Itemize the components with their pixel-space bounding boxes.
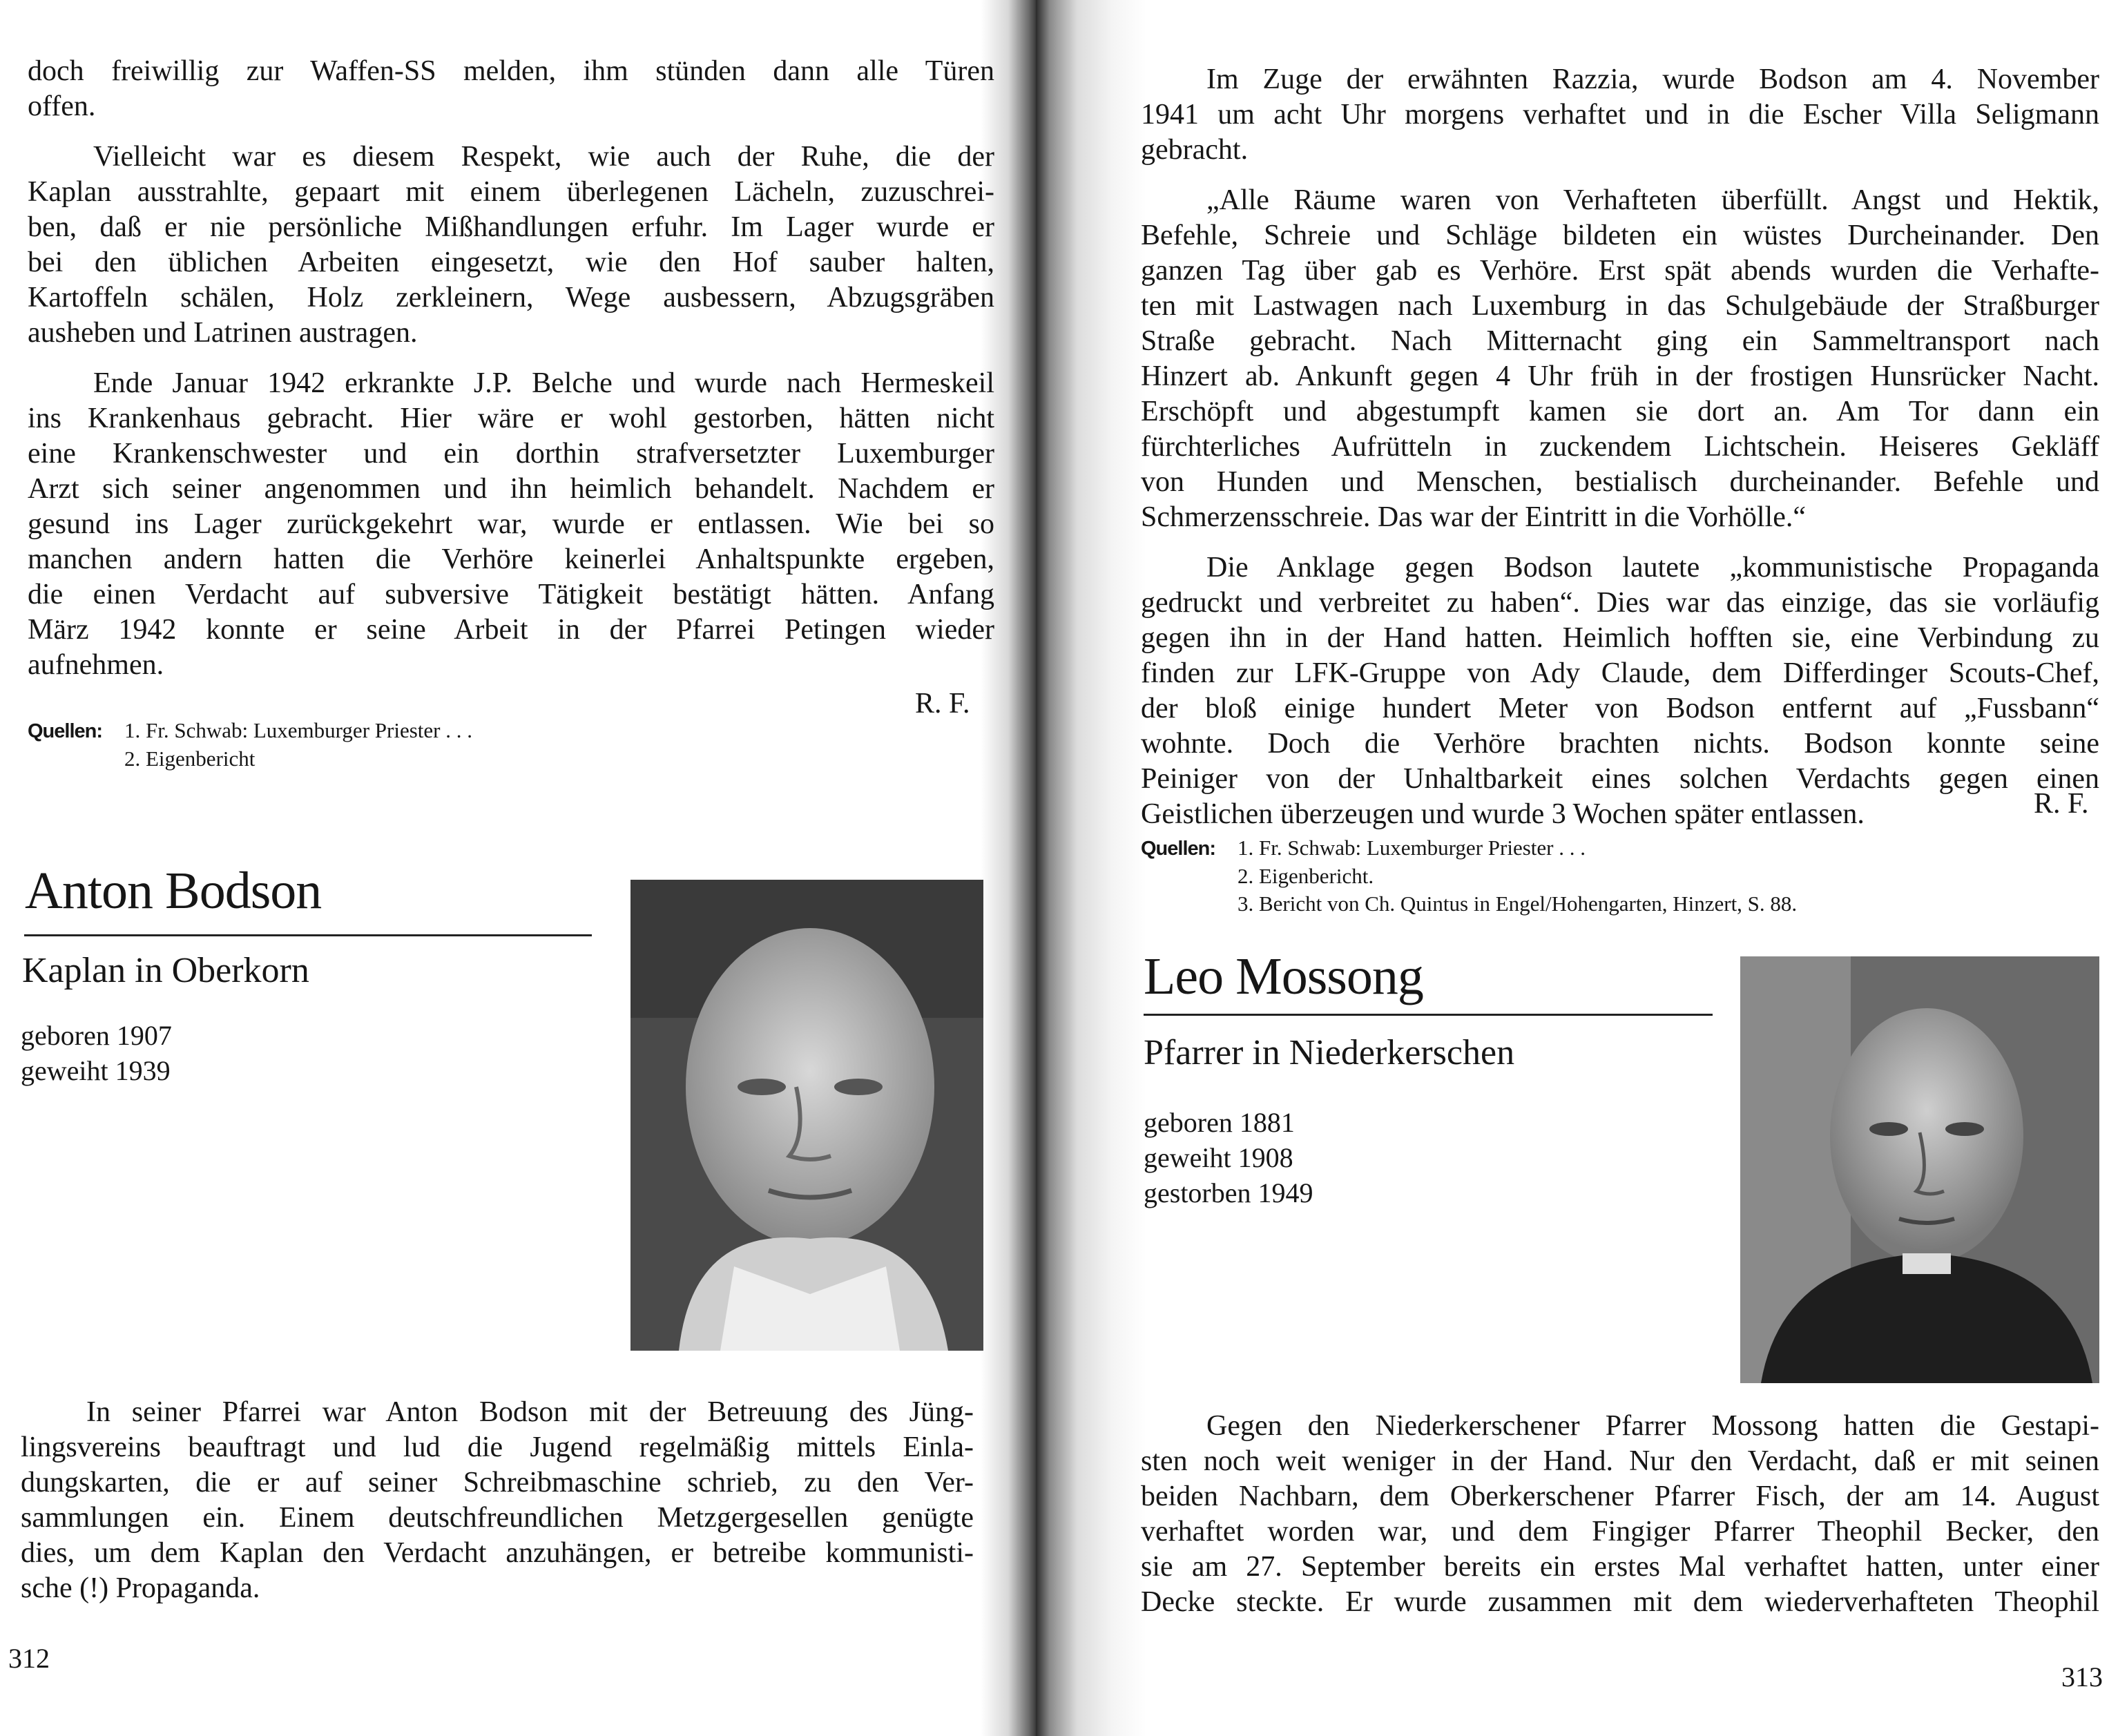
sources-label: Quellen: xyxy=(1141,838,1216,860)
heading-divider xyxy=(24,934,592,936)
text-line: Gegen den Niederkerschener Pfarrer Mossong hatten die Gestapi- xyxy=(1206,1410,2099,1442)
text-line: Arzt sich seiner angenommen und ihn heimlich behandelt. Nachdem er xyxy=(28,473,994,505)
source-item: 3. Bericht von Ch. Quintus in Engel/Hohengarten, Hinzert, S. 88. xyxy=(1238,891,1798,916)
text-line: Straße gebracht. Nach Mitternacht ging ein Sammeltransport nach xyxy=(1141,325,2099,357)
text-line: gedruckt und verbreitet zu haben“. Dies war das einzige, das sie vorläufig xyxy=(1141,587,2099,619)
bio-role: Kaplan in Oberkorn xyxy=(22,951,309,990)
text-line: In seiner Pfarrei war Anton Bodson mit der Betreuung des Jüng- xyxy=(86,1396,974,1428)
text-line: die einen Verdacht auf subversive Tätigkeit bestätigt hätten. Anfang xyxy=(28,579,994,610)
text-line: Kaplan ausstrahlte, gepaart mit einem überlegenen Lächeln, zuzuschrei- xyxy=(28,176,994,208)
source-item: 2. Eigenbericht. xyxy=(1238,864,1374,888)
left-page xyxy=(0,0,1036,1736)
text-line: sten noch weit weniger in der Hand. Nur den Verdacht, daß er mit seinen xyxy=(1141,1445,2099,1477)
source-item: 2. Eigenbericht xyxy=(124,746,256,771)
bio-dates xyxy=(1144,1105,1313,1211)
text-line: sie am 27. September bereits ein erstes Mal verhaftet hatten, unter einer xyxy=(1141,1551,2099,1583)
text-line: finden zur LFK-Gruppe von Ady Claude, dem Differdinger Scouts-Chef, xyxy=(1141,657,2099,689)
signature: R. F. xyxy=(2034,788,2089,820)
text-line: gegen ihn in der Hand hatten. Heimlich hofften sie, eine Verbindung zu xyxy=(1141,622,2099,654)
portrait-photo-leo-mossong xyxy=(1740,956,2099,1383)
text-line: Im Zuge der erwähnten Razzia, wurde Bodson am 4. November xyxy=(1206,64,2099,95)
text-line: ausheben und Latrinen austragen. xyxy=(28,317,418,349)
bio-role: Pfarrer in Niederkerschen xyxy=(1144,1033,1515,1072)
text-line: Kartoffeln schälen, Holz zerkleinern, Wege ausbessern, Abzugsgräben xyxy=(28,282,994,314)
text-line: März 1942 konnte er seine Arbeit in der Pfarrei Petingen wieder xyxy=(28,614,994,646)
text-line: beiden Nachbarn, dem Oberkerschener Pfarrer Fisch, der am 14. August xyxy=(1141,1481,2099,1512)
text-line: „Alle Räume waren von Verhafteten überfüllt. Angst und Hektik, xyxy=(1206,184,2099,216)
paragraph xyxy=(28,366,994,683)
text-line: verhaftet worden war, und dem Fingiger Pfarrer Theophil Becker, den xyxy=(1141,1516,2099,1547)
text-line: aufnehmen. xyxy=(28,649,164,681)
left-bottom-text xyxy=(21,1395,974,1621)
text-line: gebracht. xyxy=(1141,134,1249,166)
bio-dates xyxy=(21,1018,172,1088)
right-page xyxy=(1036,0,2109,1736)
birth-year: geboren 1881 xyxy=(1144,1107,1295,1138)
text-line: ganzen Tag über gab es Verhöre. Erst spät abends wurden die Verhafte- xyxy=(1141,255,2099,287)
birth-year: geboren 1907 xyxy=(21,1020,172,1051)
death-year: gestorben 1949 xyxy=(1144,1177,1313,1208)
paragraph xyxy=(1141,1409,2099,1620)
text-line: Erschöpft und abgestumpft kamen sie dort an. Am Tor dann ein xyxy=(1141,396,2099,427)
text-line: doch freiwillig zur Waffen-SS melden, ihm stünden dann alle Türen xyxy=(28,55,994,87)
text-line: gesund ins Lager zurückgekehrt war, wurde er entlassen. Wie bei so xyxy=(28,508,994,540)
portrait-photo-anton-bodson xyxy=(630,880,983,1351)
text-line: 1941 um acht Uhr morgens verhaftet und in die Escher Villa Seligmann xyxy=(1141,99,2099,131)
paragraph xyxy=(1141,550,2099,832)
text-line: Peiniger von der Unhaltbarkeit eines solchen Verdachts gegen einen xyxy=(1141,763,2099,795)
text-line: Decke steckte. Er wurde zusammen mit dem wiederverhafteten Theophil xyxy=(1141,1586,2099,1618)
right-top-text xyxy=(1141,62,2099,847)
ordination-year: geweiht 1908 xyxy=(1144,1142,1293,1173)
paragraph xyxy=(1141,183,2099,535)
text-line: sche (!) Propaganda. xyxy=(21,1572,260,1604)
text-line: Vielleicht war es diesem Respekt, wie auch der Ruhe, die der xyxy=(93,141,994,173)
text-line: dies, um dem Kaplan den Verdacht anzuhängen, er betreibe kommunisti- xyxy=(21,1537,974,1569)
text-line: bei den üblichen Arbeiten eingesetzt, wie den Hof sauber halten, xyxy=(28,247,994,278)
paragraph xyxy=(28,54,994,124)
signature: R. F. xyxy=(915,688,970,720)
sources xyxy=(28,717,472,773)
paragraph xyxy=(1141,62,2099,168)
text-line: eine Krankenschwester und ein dorthin strafversetzter Luxemburger xyxy=(28,438,994,470)
text-line: manchen andern hatten die Verhöre keinerlei Anhaltspunkte ergeben, xyxy=(28,543,994,575)
source-item: 1. Fr. Schwab: Luxemburger Priester . . . xyxy=(1238,836,1586,860)
text-line: wohnte. Doch die Verhöre brachten nichts. Bodson konnte seine xyxy=(1141,728,2099,760)
page-number: 313 xyxy=(2061,1661,2103,1692)
text-line: ben, daß er nie persönliche Mißhandlungen erfuhr. Im Lager wurde er xyxy=(28,211,994,243)
text-line: der bloß einige hundert Meter von Bodson entfernt auf „Fussbann“ xyxy=(1141,693,2099,724)
text-line: Ende Januar 1942 erkrankte J.P. Belche und wurde nach Hermeskeil xyxy=(93,367,994,399)
text-line: fürchterliches Aufrütteln in zuckendem Lichtschein. Heiseres Gekläff xyxy=(1141,431,2099,463)
sources xyxy=(1141,834,1797,918)
page-number: 312 xyxy=(8,1643,50,1674)
text-line: Befehle, Schreie und Schläge bildeten ein wüstes Durcheinander. Den xyxy=(1141,220,2099,251)
paragraph xyxy=(21,1395,974,1606)
bio-name: Leo Mossong xyxy=(1144,947,1423,1005)
text-line: Die Anklage gegen Bodson lautete „kommunistische Propaganda xyxy=(1206,552,2099,584)
text-line: sammlungen ein. Einem deutschfreundlichen Metzgergesellen genügte xyxy=(21,1502,974,1534)
text-line: Hinzert ab. Ankunft gegen 4 Uhr früh in der frostigen Hunsrücker Nacht. xyxy=(1141,360,2099,392)
bio-name: Anton Bodson xyxy=(25,862,322,920)
text-line: Schmerzensschreie. Das war der Eintritt in die Vorhölle.“ xyxy=(1141,501,1806,533)
source-item: 1. Fr. Schwab: Luxemburger Priester . . . xyxy=(124,718,472,742)
paragraph xyxy=(28,139,994,351)
heading-divider xyxy=(1144,1014,1713,1016)
text-line: ten mit Lastwagen nach Luxemburg in das Schulgebäude der Straßburger xyxy=(1141,290,2099,322)
left-top-text xyxy=(28,54,994,698)
text-line: dungskarten, die er auf seiner Schreibmaschine schrieb, zu den Ver- xyxy=(21,1467,974,1498)
ordination-year: geweiht 1939 xyxy=(21,1055,171,1086)
right-bottom-text xyxy=(1141,1409,2099,1635)
text-line: ins Krankenhaus gebracht. Hier wäre er wohl gestorben, hätten nicht xyxy=(28,403,994,434)
text-line: Geistlichen überzeugen und wurde 3 Wochen später entlassen. xyxy=(1141,798,1865,830)
text-line: offen. xyxy=(28,90,96,122)
sources-label: Quellen: xyxy=(28,720,103,742)
text-line: lingsvereins beauftragt und lud die Jugend regelmäßig mittels Einla- xyxy=(21,1431,974,1463)
text-line: von Hunden und Menschen, bestialisch durcheinander. Befehle und xyxy=(1141,466,2099,498)
